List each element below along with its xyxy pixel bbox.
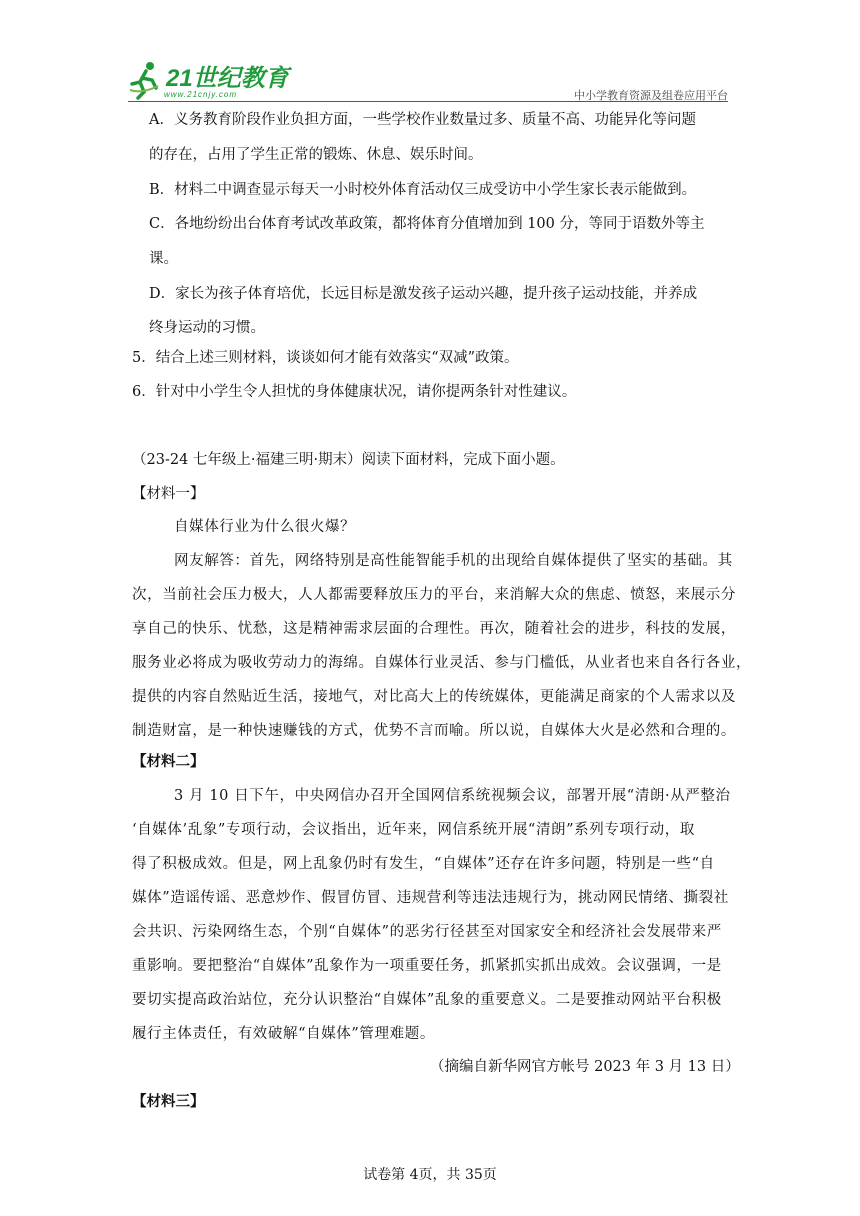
material-1-heading: 【材料一】 — [132, 486, 205, 502]
material-1-line: 网友解答：首先，网络特别是高性能智能手机的出现给自媒体提供了坚实的基础。其 — [174, 553, 733, 569]
option-c-line1: C．各地纷纷出台体育考试改革政策，都将体育分值增加到 100 分，等同于语数外等主 — [149, 216, 705, 232]
option-d-line2: 终身运动的习惯。 — [149, 320, 265, 336]
material-2-line: 会共识、污染网络生态，个别“自媒体”的恶劣行径甚至对国家安全和经济社会发展带来严 — [132, 924, 722, 940]
site-tagline: 中小学教育资源及组卷应用平台 — [574, 89, 728, 102]
material-2-line: 重影响。要把整治“自媒体”乱象作为一项重要任务，抓紧抓实抓出成效。会议强调，一是 — [132, 958, 722, 974]
option-d-line1: D．家长为孩子体育培优，长远目标是激发孩子运动兴趣，提升孩子运动技能，并养成 — [149, 286, 698, 302]
material-2-heading: 【材料二】 — [132, 753, 205, 770]
material-1-line: 制造财富，是一种快速赚钱的方式，优势不言而喻。所以说，自媒体大火是必然和合理的。 — [132, 723, 736, 739]
logo-url: www.21cnjy.com — [164, 90, 237, 99]
section-intro: （23-24 七年级上·福建三明·期末）阅读下面材料，完成下面小题。 — [132, 452, 565, 468]
material-2-line: 要切实提高政治站位，充分认识整治“自媒体”乱象的重要意义。二是要推动网站平台积极 — [132, 992, 722, 1008]
material-2-source: （摘编自新华网官方帐号 2023 年 3 月 13 日） — [430, 1059, 740, 1075]
header-divider — [128, 101, 728, 102]
option-a-line1: A．义务教育阶段作业负担方面，一些学校作业数量过多、质量不高、功能异化等问题 — [149, 112, 696, 128]
page-footer: 试卷第 4页，共 35页 — [363, 1167, 497, 1183]
material-1-line: 提供的内容自然贴近生活，接地气，对比高大上的传统媒体，更能满足商家的个人需求以及 — [132, 689, 736, 705]
page-header — [0, 0, 860, 110]
option-c-line2: 课。 — [149, 251, 178, 267]
material-1-line: 享自己的快乐、忧愁，这是精神需求层面的合理性。再次，随着社会的进步，科技的发展， — [132, 621, 736, 637]
logo-wordmark: 21世纪教育 — [166, 65, 289, 92]
material-1-line: 次，当前社会压力极大，人人都需要释放压力的平台，来消解大众的焦虑、愤怒，来展示分 — [132, 587, 736, 603]
site-logo — [128, 60, 308, 104]
material-2-line: 3 月 10 日下午，中央网信办召开全国网信系统视频会议，部署开展“清朗·从严整治 — [174, 788, 731, 804]
runner-icon — [128, 60, 164, 100]
option-a-line2: 的存在，占用了学生正常的锻炼、休息、娱乐时间。 — [149, 147, 483, 163]
material-1-line: 自媒体行业为什么很火爆？ — [174, 519, 356, 535]
material-2-line: ‘自媒体’乱象”专项行动，会议指出，近年来，网信系统开展“清朗”系列专项行动，取 — [132, 822, 695, 838]
question-5: 5．结合上述三则材料，谈谈如何才能有效落实“双减”政策。 — [132, 350, 519, 366]
material-2-line: 履行主体责任，有效破解“自媒体”管理难题。 — [132, 1026, 435, 1042]
material-2-line: 得了积极成效。但是，网上乱象仍时有发生，“自媒体”还存在许多问题，特别是一些“自 — [132, 856, 715, 872]
option-b: B．材料二中调查显示每天一小时校外体育活动仅三成受访中小学生家长表示能做到。 — [149, 182, 697, 198]
material-3-heading: 【材料三】 — [132, 1093, 205, 1110]
material-1-line: 服务业必将成为吸收劳动力的海绵。自媒体行业灵活、参与门槛低，从业者也来自各行各业， — [132, 655, 752, 671]
material-2-line: 媒体”造谣传谣、恶意炒作、假冒仿冒、违规营利等违法违规行为，挑动网民情绪、撕裂社 — [132, 890, 729, 906]
question-6: 6．针对中小学生令人担忧的身体健康状况，请你提两条针对性建议。 — [132, 384, 577, 400]
